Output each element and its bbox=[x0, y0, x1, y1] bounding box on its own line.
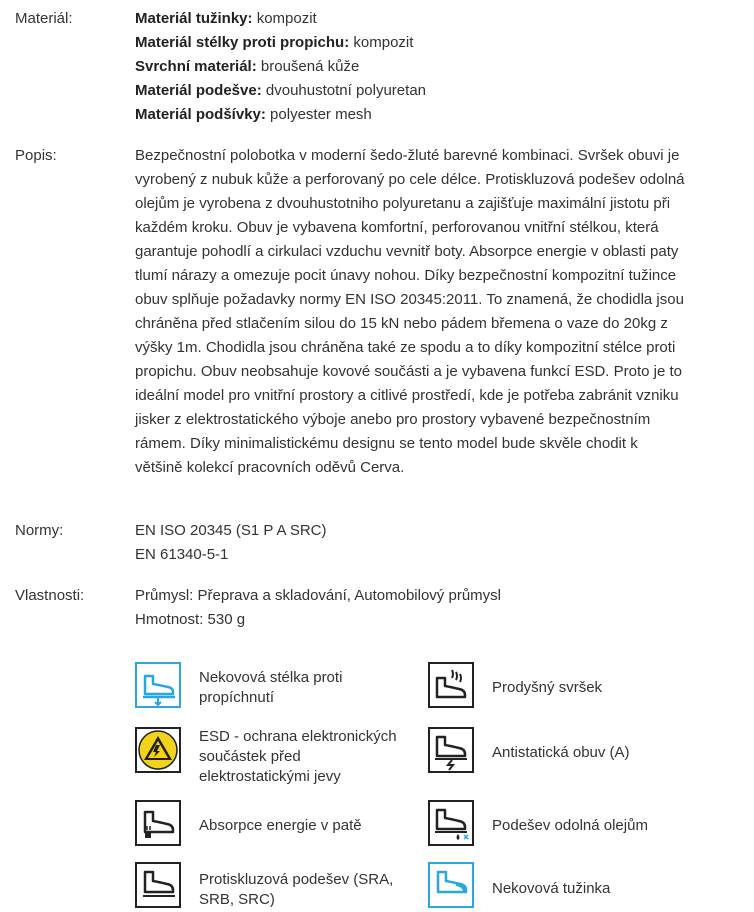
material-item bbox=[135, 79, 695, 103]
spec-label-popis: Popis: bbox=[15, 147, 57, 164]
spec-label-vlastnosti: Vlastnosti: bbox=[15, 587, 85, 604]
spec-label-material: Materiál: bbox=[15, 10, 73, 27]
normy-list bbox=[135, 519, 695, 567]
material-item bbox=[135, 55, 695, 79]
feature-item bbox=[135, 727, 405, 785]
antistatic-shoe-icon bbox=[428, 727, 474, 773]
norm-item: EN 61340-5-1 bbox=[135, 546, 229, 563]
material-key: Materiál tužinky: bbox=[135, 10, 253, 27]
norm-item: EN ISO 20345 (S1 P A SRC) bbox=[135, 522, 327, 539]
spec-label-normy: Normy: bbox=[15, 522, 64, 539]
non-metal-insole-icon bbox=[135, 662, 181, 708]
property-item: Průmysl: Přeprava a skladování, Automobilový průmysl bbox=[135, 587, 501, 604]
feature-label: Protiskluzová podešev (SRA, SRB, SRC) bbox=[199, 871, 394, 908]
feature-item bbox=[428, 862, 728, 912]
heel-energy-absorption-icon bbox=[135, 800, 181, 846]
feature-label: Antistatická obuv (A) bbox=[492, 744, 630, 761]
material-item bbox=[135, 103, 695, 127]
material-key: Materiál stélky proti propichu: bbox=[135, 34, 350, 51]
material-value: polyester mesh bbox=[265, 106, 372, 123]
feature-item bbox=[135, 862, 405, 912]
product-description: Bezpečnostní polobotka v moderní šedo-žluté barevné kombinaci. Svršek obuvi je vyrobený z nubuk kůže a perforovaný po cele délce. Protiskluzová podešev odolná olejům je vyrobena z dvouhustotniho polyuretanu a zajišťuje maximální jistotu při každém kroku. Obuv je vybavena komfortní, perforovanou vnitřní stélkou, která garantuje pohodlí a cirkulaci vzduchu vevnitř boty. Absorpce energie v oblasti paty tlumí nárazy a omezuje pocit únavy nohou. Díky bezpečnostní kompozitní tužince obuv splňuje požadavky normy EN ISO 20345:2011. To znamená, že chodidla jsou chráněna před stlačením silou do 15 kN nebo pádem břemena o vaze do 20kg z výšky 1m. Chodidla jsou chráněna také ze spodu a to díky kompozitní stélce proti propichu. Obuv neobsahuje kovové součásti a je vybavena funkcí ESD. Proto je to ideální model pro vnitřní prostory a citlivé prostředí, kde je potřeba zabránit vzniku jisker z elektrostatického výboje anebo pro prostory vybavené bezpečnostním rámem. Díky minimalistickému designu se tento model bude skvěle chodit k většině kolekcí pracovních oděvů Cerva. bbox=[135, 147, 685, 476]
feature-label: ESD - ochrana elektronických součástek před elektrostatickými jevy bbox=[199, 728, 397, 785]
feature-label: Nekovová tužinka bbox=[492, 880, 611, 897]
feature-label: Podešev odolná olejům bbox=[492, 817, 648, 834]
feature-item bbox=[135, 662, 405, 712]
feature-item bbox=[428, 727, 728, 777]
material-key: Materiál podešve: bbox=[135, 82, 262, 99]
oil-resistant-sole-icon bbox=[428, 800, 474, 846]
material-value: dvouhustotní polyuretan bbox=[261, 82, 427, 99]
non-metal-toecap-icon bbox=[428, 862, 474, 908]
feature-label: Nekovová stélka proti propíchnutí bbox=[199, 669, 343, 706]
vlastnosti-list bbox=[135, 584, 695, 632]
feature-label: Absorpce energie v patě bbox=[199, 817, 362, 834]
material-item bbox=[135, 7, 695, 31]
feature-item bbox=[135, 800, 405, 850]
feature-item bbox=[428, 800, 728, 850]
property-item: Hmotnost: 530 g bbox=[135, 611, 246, 628]
material-value: kompozit bbox=[349, 34, 414, 51]
esd-warning-icon bbox=[135, 727, 181, 773]
material-key: Materiál podšívky: bbox=[135, 106, 266, 123]
material-item bbox=[135, 31, 695, 55]
breathable-upper-icon bbox=[428, 662, 474, 708]
slip-resistant-sole-icon bbox=[135, 862, 181, 908]
feature-label: Prodyšný svršek bbox=[492, 679, 603, 696]
feature-item bbox=[428, 662, 728, 712]
material-list bbox=[135, 7, 695, 127]
material-key: Svrchní materiál: bbox=[135, 58, 257, 75]
material-value: kompozit bbox=[252, 10, 317, 27]
material-value: broušená kůže bbox=[256, 58, 360, 75]
